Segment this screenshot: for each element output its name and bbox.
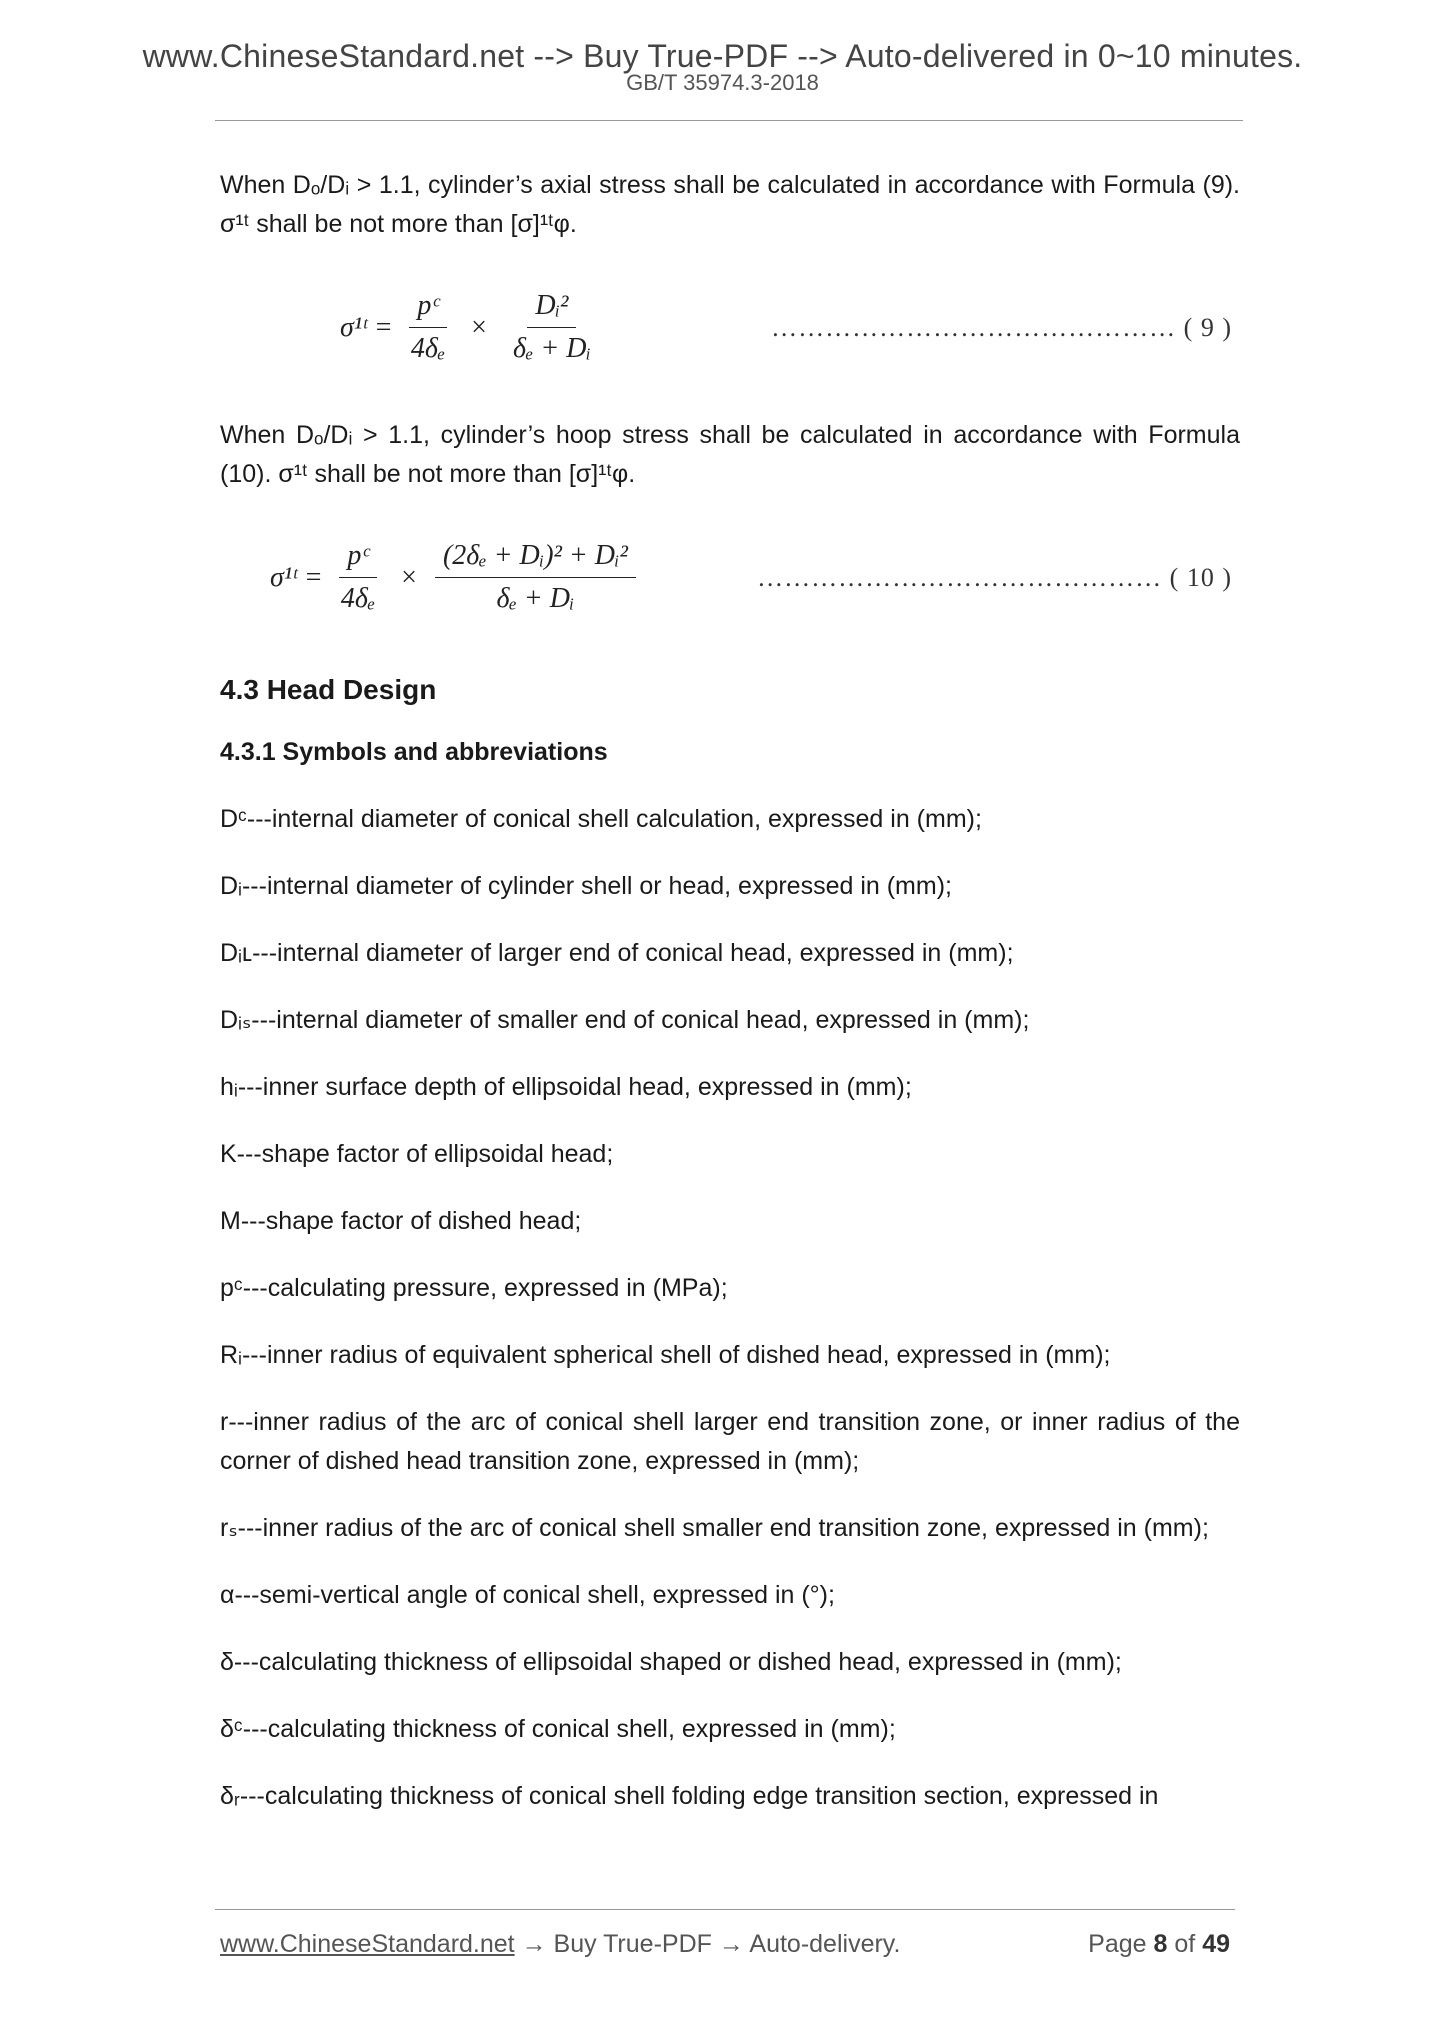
page-content xyxy=(220,166,1240,1844)
page-indicator xyxy=(1088,1930,1230,1959)
page-number: 8 xyxy=(1153,1930,1168,1958)
symbol-definition: Dᵢʟ---internal diameter of larger end of conical head, expressed in (mm); xyxy=(220,939,1014,967)
formula-9-times: × xyxy=(471,311,487,343)
formula-10-f2-numerator: (2δₑ + Dᵢ)² + Dᵢ² xyxy=(435,538,636,578)
page-label: Page xyxy=(1088,1930,1147,1958)
formula-9-number: ……………………………………… ( 9 ) xyxy=(771,312,1232,342)
footer-divider xyxy=(215,1909,1235,1910)
symbol-definition: Dᶜ---internal diameter of conical shell calculation, expressed in (mm); xyxy=(220,805,982,833)
symbol-definition: M---shape factor of dished head; xyxy=(220,1207,582,1235)
footer-promo xyxy=(220,1930,900,1959)
page-total: 49 xyxy=(1202,1930,1230,1958)
formula-9-lhs: σ¹ᵗ = xyxy=(340,311,393,343)
formula-9-f1-numerator: pᶜ xyxy=(409,288,446,328)
header-divider xyxy=(215,120,1243,121)
footer-promo-text: → Buy True-PDF → Auto-delivery. xyxy=(514,1930,901,1958)
formula-9-f2-numerator: Dᵢ² xyxy=(527,288,576,328)
subsection-heading: 4.3.1 Symbols and abbreviations xyxy=(220,738,608,766)
symbol-definition: δᶜ---calculating thickness of conical shell, expressed in (mm); xyxy=(220,1715,896,1743)
formula-10 xyxy=(220,522,1240,632)
symbol-definition: K---shape factor of ellipsoidal head; xyxy=(220,1140,614,1168)
formula-10-f1-denominator: 4δₑ xyxy=(340,582,376,614)
formula-9-f2-denominator: δₑ + Dᵢ xyxy=(512,332,591,364)
symbol-definition: r---inner radius of the arc of conical shell larger end transition zone, or inner radius of the corner of dished head transition zone, expressed in (mm); xyxy=(220,1408,1240,1475)
formula-9-fraction-1 xyxy=(403,288,453,367)
formula-9 xyxy=(220,272,1240,382)
symbol-definition: rₛ---inner radius of the arc of conical shell smaller end transition zone, expressed in (mm); xyxy=(220,1514,1209,1542)
formula-9-f1-denominator: 4δₑ xyxy=(410,332,446,364)
formula-10-times: × xyxy=(401,561,417,593)
symbol-definition: hᵢ---inner surface depth of ellipsoidal head, expressed in (mm); xyxy=(220,1073,912,1101)
symbol-definition: α---semi-vertical angle of conical shell, expressed in (°); xyxy=(220,1581,835,1609)
symbol-definition: Dᵢ---internal diameter of cylinder shell or head, expressed in (mm); xyxy=(220,872,952,900)
formula-9-expression xyxy=(340,288,609,367)
formula-10-f2-denominator: δₑ + Dᵢ xyxy=(496,582,575,614)
of-label: of xyxy=(1174,1930,1196,1958)
document-code: GB/T 35974.3-2018 xyxy=(626,70,819,95)
symbol-definition: Rᵢ---inner radius of equivalent spherical shell of dished head, expressed in (mm); xyxy=(220,1341,1111,1369)
symbol-definition: Dᵢₛ---internal diameter of smaller end of conical head, expressed in (mm); xyxy=(220,1006,1030,1034)
formula-10-expression xyxy=(270,538,646,617)
formula-10-number: ……………………………………… ( 10 ) xyxy=(757,562,1232,592)
paragraph-hoop-stress: When Dₒ/Dᵢ > 1.1, cylinder’s hoop stress shall be calculated in accordance with Formula (10). σ¹ᵗ shall be not more than [σ]¹ᵗφ. xyxy=(220,421,1240,488)
section-heading: 4.3 Head Design xyxy=(220,674,437,705)
top-banner: www.ChineseStandard.net --> Buy True-PDF --> Auto-delivered in 0~10 minutes. xyxy=(142,38,1303,74)
formula-10-fraction-1 xyxy=(333,538,383,617)
symbol-definition: δᵣ---calculating thickness of conical shell folding edge transition section, expressed in xyxy=(220,1782,1159,1810)
formula-10-lhs: σ¹ᵗ = xyxy=(270,561,323,593)
formula-10-f1-numerator: pᶜ xyxy=(339,538,376,578)
formula-9-fraction-2 xyxy=(505,288,599,367)
formula-10-fraction-2 xyxy=(435,538,636,617)
paragraph-axial-stress: When Dₒ/Dᵢ > 1.1, cylinder’s axial stress shall be calculated in accordance with Formula (9). σ¹ᵗ shall be not more than [σ]¹ᵗφ. xyxy=(220,171,1240,238)
symbol-definition: δ---calculating thickness of ellipsoidal shaped or dished head, expressed in (mm); xyxy=(220,1648,1122,1676)
symbol-definition: pᶜ---calculating pressure, expressed in (MPa); xyxy=(220,1274,728,1302)
footer-website-link[interactable]: www.ChineseStandard.net xyxy=(220,1930,515,1958)
